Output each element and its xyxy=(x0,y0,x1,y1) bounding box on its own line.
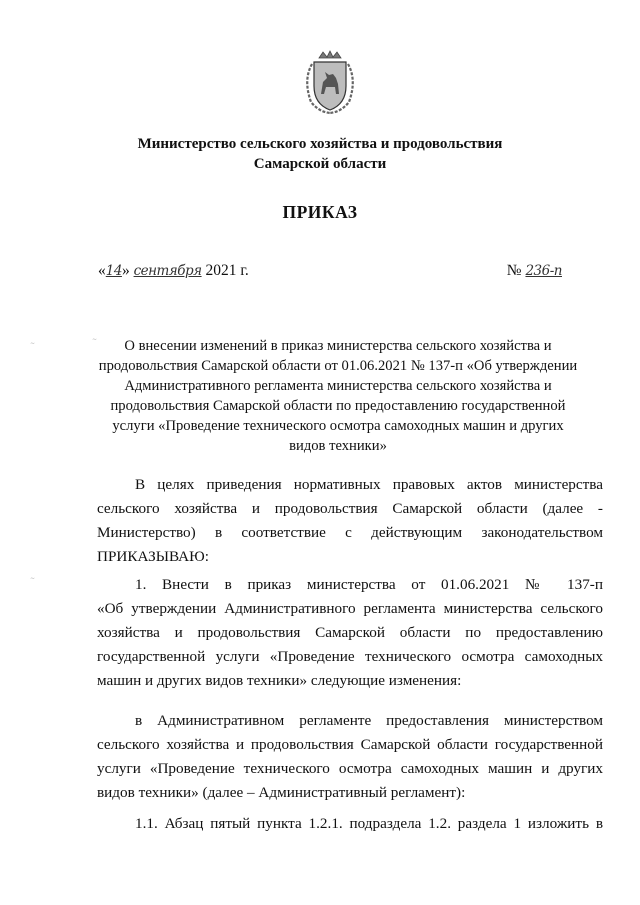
body-line: «Об утверждении Административного регламента министерства сельского xyxy=(97,600,603,617)
ministry-line-1: Министерство сельского хозяйства и продовольствия xyxy=(137,136,503,152)
coat-of-arms-emblem xyxy=(299,50,361,116)
date-year: 2021 г. xyxy=(205,262,249,279)
body-line: услуги «Проведение технического осмотра самоходных машин и других xyxy=(97,760,603,777)
body-line: машин и других видов техники» следующие изменения: xyxy=(97,672,462,689)
body-line: в Административном регламенте предоставления министерством xyxy=(135,712,603,729)
subject-line: продовольствия Самарской области от 01.06.2021 № 137-п «Об утверждении xyxy=(98,358,578,374)
preamble-paragraph xyxy=(97,473,603,569)
subject-line: видов техники» xyxy=(289,438,387,454)
item-1-paragraph xyxy=(97,573,603,693)
date-close-quote: » xyxy=(121,262,130,279)
regulation-paragraph xyxy=(97,709,603,805)
order-verb: ПРИКАЗЫВАЮ: xyxy=(97,548,209,565)
body-line: сельского хозяйства и продовольствия Самарской области (далее - xyxy=(97,500,603,517)
number-label: № xyxy=(506,262,522,279)
body-line: видов техники» (далее – Административный регламент): xyxy=(97,784,466,801)
body-line: хозяйства и продовольствия Самарской области по предоставлению xyxy=(97,624,603,641)
number-value: 236-п xyxy=(525,263,562,279)
body-line: сельского хозяйства и продовольствия Самарской области государственной xyxy=(97,736,603,753)
subject-line: О внесении изменений в приказ министерства сельского хозяйства и xyxy=(124,338,552,354)
body-line: Министерство) в соответствие с действующим законодательством xyxy=(97,524,603,541)
date-day: 14 xyxy=(105,263,122,279)
date-open-quote: « xyxy=(98,262,106,279)
subject-line: продовольствия Самарской области по предоставлению государственной xyxy=(110,398,566,414)
body-line: В целях приведения нормативных правовых актов министерства xyxy=(135,476,603,493)
document-type-title: ПРИКАЗ xyxy=(282,202,358,222)
scan-mark: ∼ xyxy=(30,576,36,582)
subject-line: Административного регламента министерства сельского хозяйства и xyxy=(124,378,552,394)
order-date xyxy=(98,262,249,280)
ministry-line-2: Самарской области xyxy=(253,156,387,172)
scan-mark: ∼ xyxy=(92,337,98,343)
body-line: 1.1. Абзац пятый пункта 1.2.1. подраздела 1.2. раздела 1 изложить в xyxy=(135,815,603,832)
subject-line: услуги «Проведение технического осмотра самоходных машин и других xyxy=(112,418,564,434)
date-month: сентября xyxy=(133,263,202,279)
order-subject xyxy=(78,336,598,456)
body-line: государственной услуги «Проведение технического осмотра самоходных xyxy=(97,648,603,665)
order-number xyxy=(507,262,562,280)
body-line: 1. Внести в приказ министерства от 01.06.2021 № 137-п xyxy=(135,576,603,593)
ministry-heading xyxy=(0,134,640,174)
item-1-1-paragraph xyxy=(97,812,603,836)
scan-mark: ∼ xyxy=(30,341,36,347)
